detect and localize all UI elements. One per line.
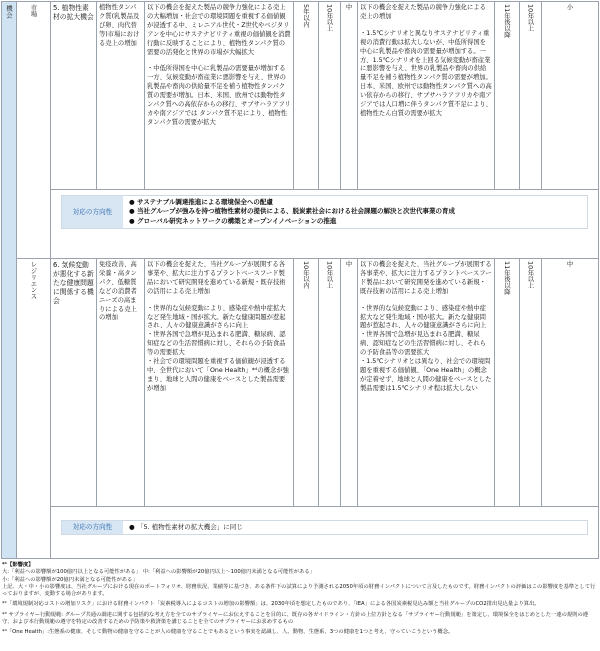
col-e-cell (520, 259, 542, 507)
description-5-para-2: ・中低所得国を中心に乳製品の需要量が増加する一方、気候変動が畜産業に悪影響を与え、世界の乳製品や畜肉の供給量不足を補う植物性タンパク質の需要が増加。日本、米国、欧州では動物性タンパク質への高依存からの移行、サブサハラアフリカや南アジアでは タンパク質不足により、植物性タンパク質の需要が拡大 (147, 65, 291, 126)
period-5-b: 10年以上 (325, 4, 334, 32)
footnotes (2, 562, 598, 640)
impact-5-b: 小 (566, 4, 574, 11)
description2-cell (358, 2, 495, 190)
climate-opportunity-table (1, 1, 599, 559)
subcategory-label-resilience: レジリエンス (29, 261, 38, 300)
category-cell (2, 2, 17, 559)
detail-cell (97, 2, 145, 190)
footnote-line: *²「環境規制対応コストの増加リスク」における財務インパクト「炭素税導入によるコストの増加の影響額」は、2030年頃を想定したものであり、「IEA」による各国炭素税見込み額と当社グループのCO2排出見込量より算出。 (2, 601, 540, 608)
period-6-a: 10年以内 (302, 261, 310, 289)
description2-6-para-3: ・世界各国で急増が見込まれる肥満、糖尿病、認知症などの生活習慣病に対し、それらの予防食品等の需要拡大 (360, 331, 486, 357)
period-5-a: 5年以内 (302, 4, 310, 28)
risk-title-5: 5. 植物性素材の拡大機会 (53, 4, 94, 21)
col-d-cell (495, 259, 520, 507)
risk-title-cell (51, 2, 97, 190)
description-6-para-4: ・社会での環境問題を重視する価値観が浸透する中、全世代において「One Health」*⁴の概念が強まり、地球と人間の健康をベースとした製品需要が増加 (147, 358, 289, 392)
footnote-3 (2, 612, 598, 627)
subcategory-cell-resilience (17, 259, 51, 559)
col-b-cell (319, 259, 341, 507)
col-a-cell (294, 2, 319, 190)
col-b-cell (319, 2, 341, 190)
period-5-c: 11年後以降 (503, 4, 511, 38)
footnote-line: 大:「利益への影響額が100億円以上となる可能性がある」 中:「利益への影響額が20億円以上～100億円未満となる可能性がある」 (2, 569, 315, 576)
description2-6-para-1: 以下の機会を捉えた、当社グループが展開する各事業や、拡大に注力するプラントベースフード製品において研究開発を進めている新規・既存技術の活用による売上増加 (360, 261, 492, 295)
footnote-1 (2, 562, 598, 598)
response-cell-5 (51, 190, 599, 259)
col-c-cell (341, 2, 358, 190)
subcategory-label-market: 市場 (29, 4, 38, 17)
col-f-cell (542, 2, 599, 190)
response-item: ● 「5. 植物性素材の拡大機会」に同じ (129, 523, 243, 531)
footnote-line: 小:「利益への影響額が20億円未満となる可能性がある」 (2, 576, 138, 583)
response-item: ● サステナブル調達推進による環境保全への配慮 (129, 198, 273, 206)
col-a-cell (294, 259, 319, 507)
description-6-para-3: ・世界各国で急増が見込まれる肥満、糖尿病、認知症などの生活習慣病に対し、それらの予防食品等の需要拡大 (147, 331, 286, 357)
response-box-5 (61, 195, 588, 229)
response-item: ● グローバル研究ネットワークの構築とオープンイノベーションの推進 (129, 216, 337, 225)
response-box-6 (61, 520, 588, 535)
description-6-para-1: 以下の機会を捉えた、当社グループが展開する各事業や、拡大に注力するプラントベースフード製品において研究開発を進めている新規・既存技術の活用による売上増加 (147, 261, 286, 295)
col-e-cell (520, 2, 542, 190)
description-6-para-2: ・世界的な気候変動により、感染症や熱中症拡大など発生地域・国が拡大。新たな健康問題が惹起され、人々の健康意識がさらに向上 (147, 304, 286, 330)
period-5-d: 10年以上 (526, 4, 535, 32)
impact-6-a: 中 (345, 261, 353, 268)
period-6-c: 11年後以降 (503, 261, 511, 295)
detail-cell (97, 259, 145, 507)
description2-5-para-2: ・1.5℃シナリオと異なりサステナビリティ重視の消費行動は拡大しないが、中低所得国を中心に乳製品や畜肉の需要量が増加する。一方、1.5℃シナリオを上回る気候変動が畜産業に悪影響を与え、世界の乳製品や畜肉の供給量不足を補う植物性タンパク質の需要が増加。日本、米国、欧州では動物性タンパク質への高い依存からの移行、サブサハラアフリカや南アジアでは人口増に伴うタンパク質不足により、植物性たん白質の需要が拡大 (360, 29, 492, 117)
detail-text-5: 植物性タンパク質(乳製品及び卵、肉代替等)市場における売上の増加 (99, 4, 140, 47)
col-f-cell (542, 259, 599, 507)
footnote-line: *⁴「One Health」:生態系の健康、そして動物の健康を守ることが人の健康を守ることでもあるという事実を認識し、人、動物、生態系、3つの健康を1つと考え、守っていこうという概念。 (2, 629, 454, 636)
impact-6-b: 中 (566, 261, 574, 268)
category-label: 機会 (5, 5, 13, 19)
description2-5-para-1: 以下の機会を捉えた製品の競争力強化による売上の増加 (360, 4, 486, 20)
col-c-cell (341, 259, 358, 507)
response-items-6 (123, 521, 587, 534)
risk-title-6: 6. 気候変動が悪化する新たな健康問題に関係する機会 (53, 261, 94, 305)
description-cell (145, 2, 294, 190)
response-cell-6 (51, 507, 599, 559)
footnote-2 (2, 601, 598, 608)
risk-title-cell (51, 259, 97, 507)
description-cell (145, 259, 294, 507)
footnote-line: *³ サプライヤー行動規範: グループ共通の調達に関する包括的な考え方を全てのサプライヤーにお伝えすることを目的に、既存の各ガイドライン・方針の上位方針となる「サプライヤー行動規範」を策定し、環境保全をはじめとした一連の規則の遵守、および本行動規範の遵守を特定の改善するための予防策や救済策を講じることを全てのサプライヤーにお求めするもの (2, 611, 589, 626)
period-6-b: 10年以上 (325, 261, 334, 289)
period-6-d: 10年以上 (526, 261, 535, 289)
col-d-cell (495, 2, 520, 190)
footnote-title: *¹【影響度】 (2, 562, 34, 568)
footnote-4 (2, 629, 598, 636)
response-label-5: 対応の方向性 (62, 196, 123, 228)
impact-5-a: 中 (345, 4, 353, 11)
description-5-para-1: 以下の機会を捉えた製品の競争力強化による売上の大幅増加・社会での環境問題を重視する価値観が浸透する中、ミレニアル世代・Z世代やベジタリアンを中心にサステナビリティ重視の価値観を消費行動に反映することにより、植物性タンパク質の需要の活発化と世界の市場が大幅拡大 (147, 4, 291, 56)
subcategory-cell-market (17, 2, 51, 259)
response-items-5 (123, 196, 587, 228)
description2-cell (358, 259, 495, 507)
detail-text-6: 免疫改善、高栄養・高タンパク、低糖質などの消費者ニーズの高まりによる売上の増加 (99, 261, 137, 322)
description2-6-para-4: ・1.5℃シナリオとは異なり、社会での環境問題を重視する価値観、「One Health」の概念が定着せず、地球と人間の健康をベースとした製品需要は1.5℃シナリオ程は拡大しない (360, 358, 492, 392)
response-label-6: 対応の方向性 (62, 521, 123, 534)
response-item: ● 当社グループが強みを持つ植物性素材の提供による、脱炭素社会における社会課題の解決と次世代事業の育成 (129, 207, 455, 216)
description2-6-para-2: ・世界的な気候変動により、感染症や熱中症拡大など発生地域・国が拡大。新たな健康問題が惹起され、人々の健康意識がさらに向上 (360, 304, 487, 330)
footnote-line: 上記、大・中・小の影響度は、当社グループにおける現在のポートフォリオ、財務状況、業績等に基づき、ある条件下の試算により予測される2050年頃の財務インパクトについて言及したものです。財務インパクトの評価はこの影響度を基準として行っておりますが、変動する場合があります。 (2, 583, 596, 598)
